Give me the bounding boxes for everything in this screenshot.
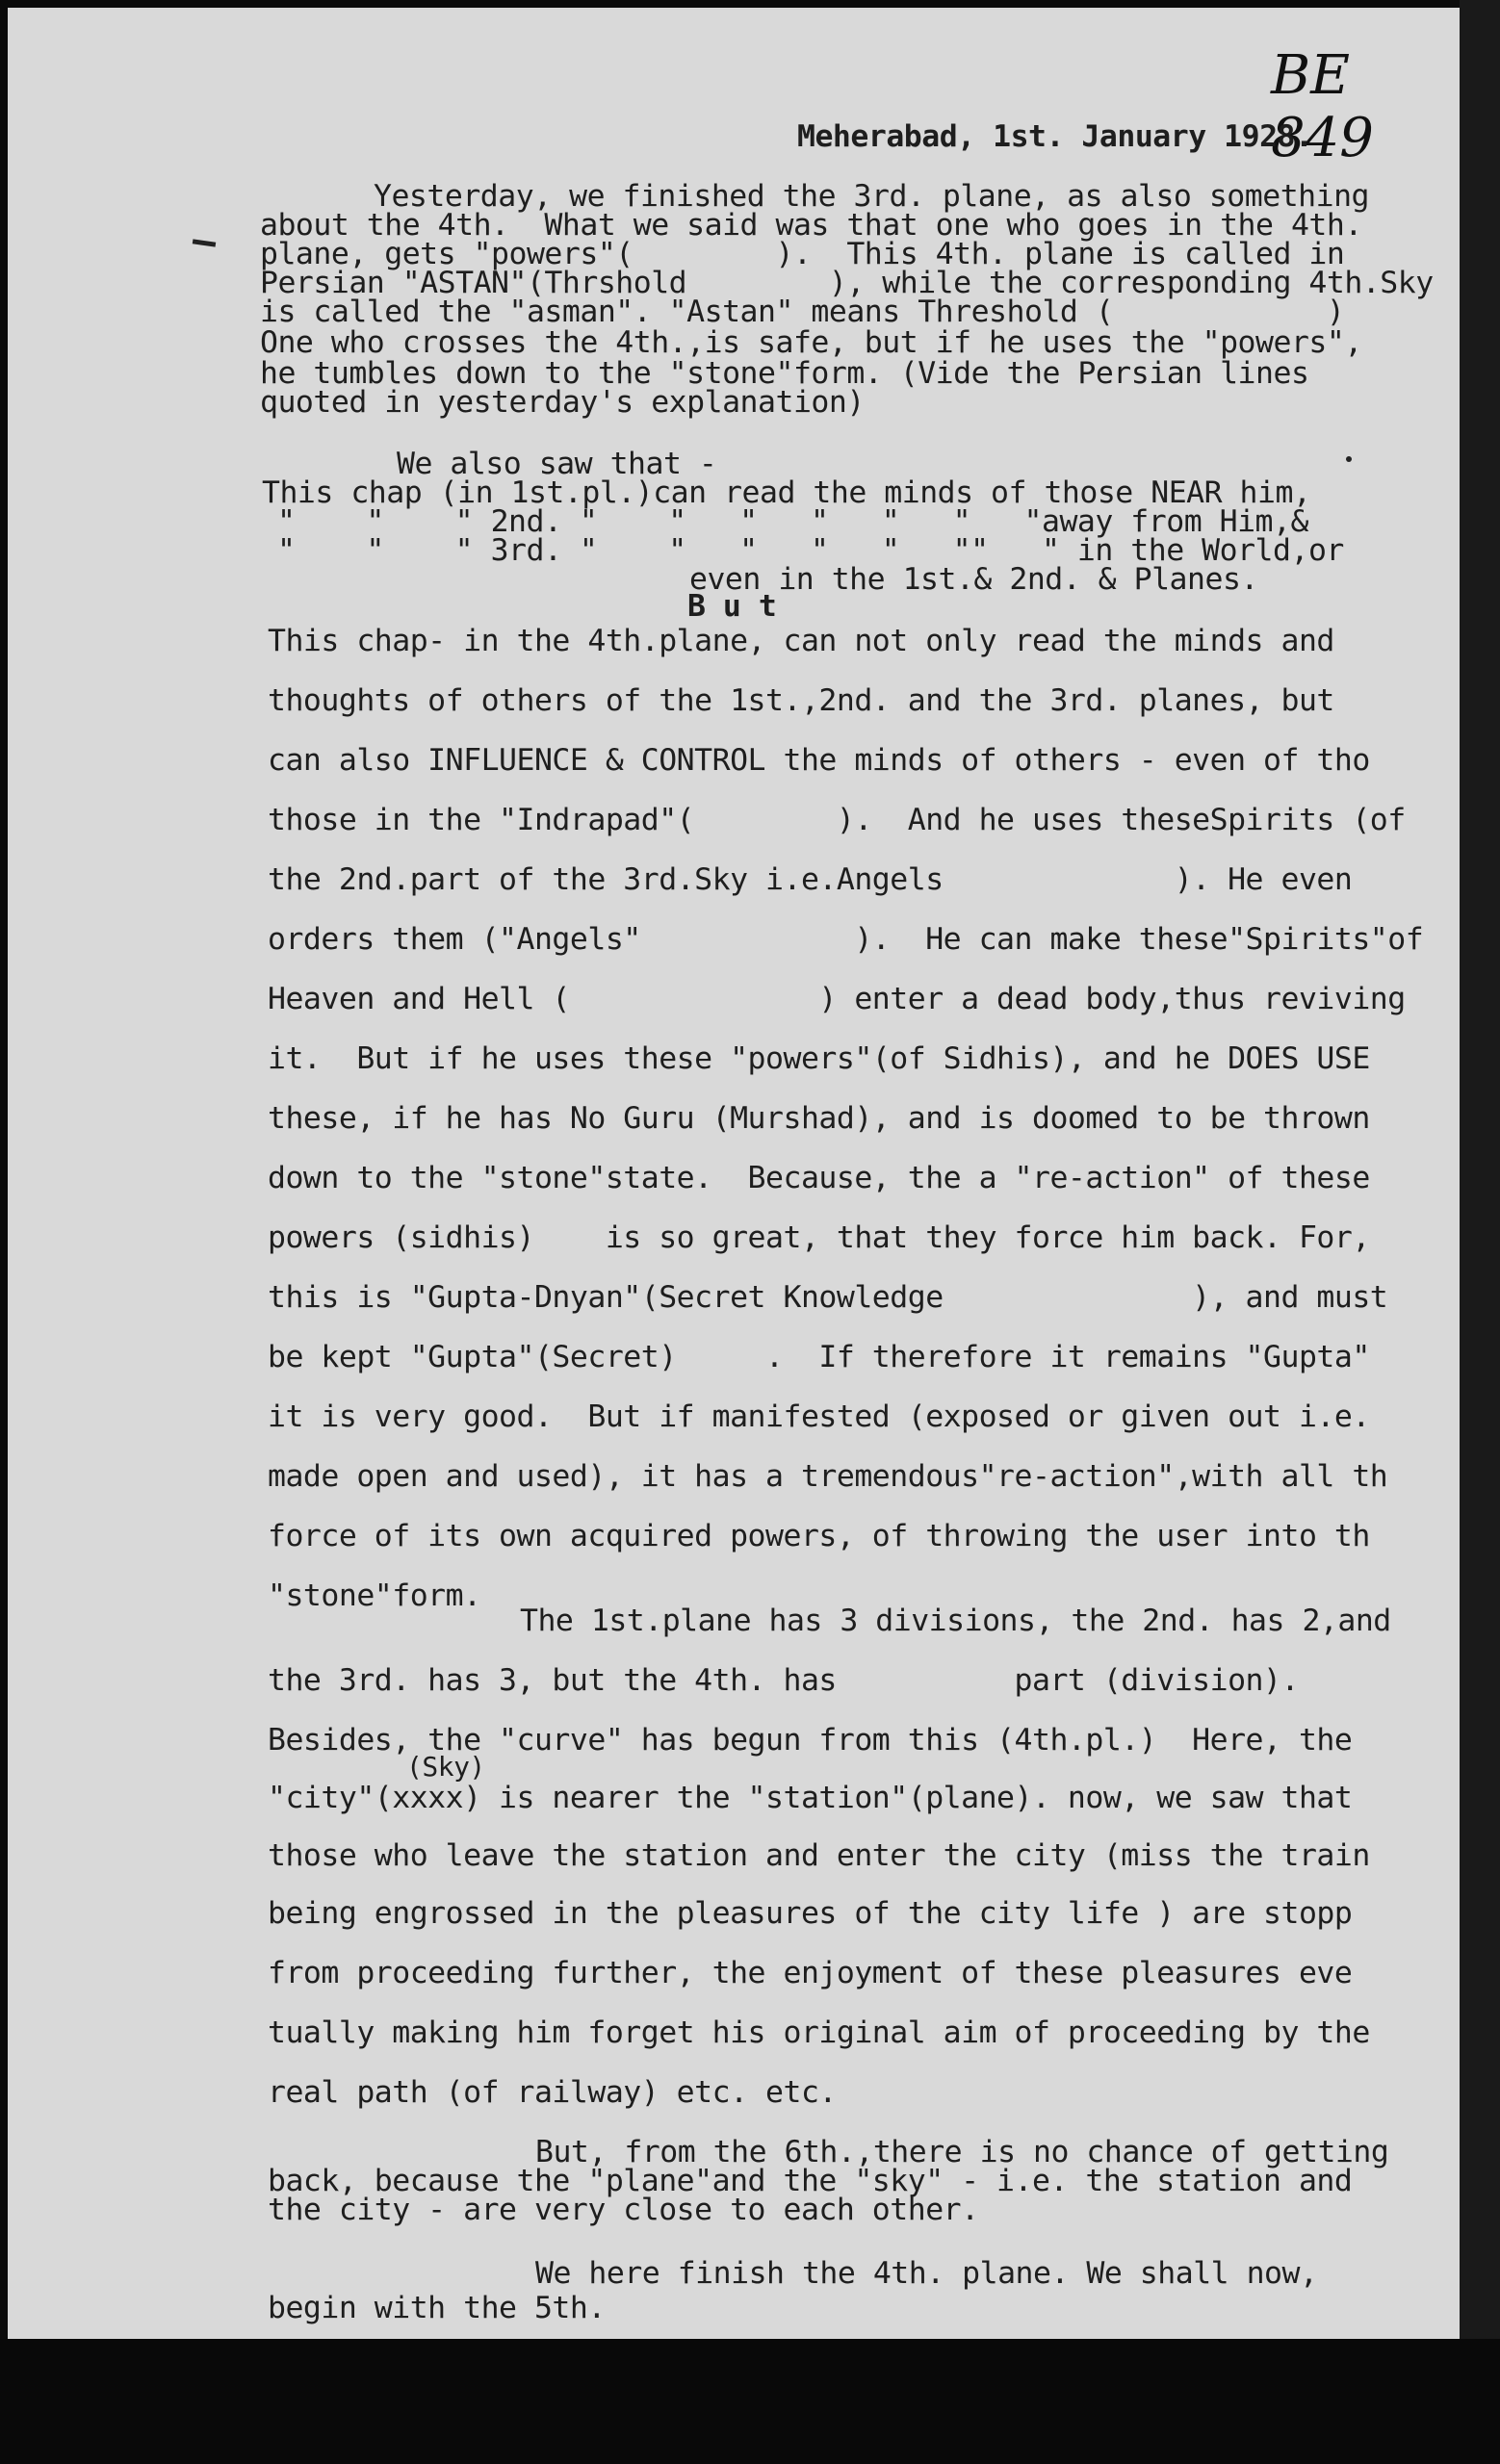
text-line: powers (sidhis) is so great, that they force him back. For, bbox=[268, 1220, 1370, 1255]
text-line: this is "Gupta-Dnyan"(Secret Knowledge ), and must bbox=[268, 1280, 1388, 1315]
text-line: Persian "ASTAN"(Thrshold ), while the corresponding 4th.Sky bbox=[260, 266, 1434, 300]
text-line: The 1st.plane has 3 divisions, the 2nd. has 2,and bbox=[520, 1604, 1391, 1638]
text-line: those in the "Indrapad"( ). And he uses theseSpirits (of bbox=[268, 803, 1406, 837]
text-line: This chap (in 1st.pl.)can read the minds of those NEAR him, bbox=[262, 475, 1311, 510]
text-line: We also saw that - bbox=[397, 447, 717, 481]
text-line: " " " 2nd. " " " " " " "away from Him,& bbox=[277, 504, 1308, 539]
text-line: thoughts of others of the 1st.,2nd. and the 3rd. planes, but bbox=[268, 683, 1334, 718]
text-line: Yesterday, we finished the 3rd. plane, as also something bbox=[374, 179, 1370, 214]
text-line: This chap- in the 4th.plane, can not only read the minds and bbox=[268, 624, 1334, 658]
margin-mark bbox=[193, 239, 216, 246]
text-line: orders them ("Angels" ). He can make these"Spirits"of bbox=[268, 922, 1424, 957]
text-line: made open and used), it has a tremendous"re-action",with all th bbox=[268, 1459, 1388, 1494]
text-line: We here finish the 4th. plane. We shall now, bbox=[535, 2256, 1318, 2291]
handwritten-insert: (Sky) bbox=[406, 1751, 485, 1783]
text-line: B u t bbox=[687, 589, 777, 624]
text-line: tually making him forget his original aim of proceeding by the bbox=[268, 2015, 1370, 2050]
text-line: real path (of railway) etc. etc. bbox=[268, 2075, 837, 2110]
text-line: begin with the 5th. bbox=[268, 2291, 606, 2325]
text-line: is called the "asman". "Astan" means Threshold ( ) bbox=[260, 295, 1345, 329]
file-reference-handwritten: BE 849 bbox=[1271, 44, 1374, 169]
text-line: back, because the "plane"and the "sky" - i.e. the station and bbox=[268, 2164, 1353, 2198]
text-line: the 3rd. has 3, but the 4th. has part (division). bbox=[268, 1663, 1299, 1698]
place-date-heading: Meherabad, 1st. January 1928. bbox=[797, 119, 1313, 154]
text-line: But, from the 6th.,there is no chance of getting bbox=[535, 2135, 1389, 2169]
text-line: Heaven and Hell ( ) enter a dead body,thus reviving bbox=[268, 982, 1406, 1016]
text-line: quoted in yesterday's explanation) bbox=[260, 385, 865, 420]
text-line: the 2nd.part of the 3rd.Sky i.e.Angels ). He even bbox=[268, 862, 1353, 897]
text-line: it. But if he uses these "powers"(of Sidhis), and he DOES USE bbox=[268, 1041, 1370, 1076]
stray-dot bbox=[1346, 456, 1352, 462]
text-line: can also INFLUENCE & CONTROL the minds of others - even of tho bbox=[268, 743, 1370, 778]
text-line: force of its own acquired powers, of throwing the user into th bbox=[268, 1519, 1370, 1553]
text-line: "city"(xxxx) is nearer the "station"(plane). now, we saw that bbox=[268, 1781, 1353, 1815]
scan-edge-right bbox=[1460, 0, 1500, 2339]
document-page bbox=[8, 8, 1460, 2339]
text-line: these, if he has No Guru (Murshad), and is doomed to be thrown bbox=[268, 1101, 1370, 1136]
text-line: even in the 1st.& 2nd. & Planes. bbox=[689, 562, 1258, 597]
text-line: plane, gets "powers"( ). This 4th. plane is called in bbox=[260, 237, 1345, 271]
scan-edge-bottom bbox=[0, 2339, 1500, 2464]
text-line: those who leave the station and enter the city (miss the train bbox=[268, 1838, 1370, 1873]
text-line: Besides, the "curve" has begun from this (4th.pl.) Here, the bbox=[268, 1723, 1353, 1758]
text-line: One who crosses the 4th.,is safe, but if he uses the "powers", bbox=[260, 325, 1362, 360]
text-line: the city - are very close to each other. bbox=[268, 2193, 979, 2227]
text-line: it is very good. But if manifested (exposed or given out i.e. bbox=[268, 1399, 1370, 1434]
text-line: he tumbles down to the "stone"form. (Vide the Persian lines bbox=[260, 356, 1309, 391]
text-line: about the 4th. What we said was that one who goes in the 4th. bbox=[260, 208, 1362, 243]
text-line: "stone"form. bbox=[268, 1578, 481, 1613]
text-line: " " " 3rd. " " " " " "" " in the World,or bbox=[277, 533, 1344, 568]
text-line: be kept "Gupta"(Secret) . If therefore it remains "Gupta" bbox=[268, 1340, 1370, 1374]
text-line: being engrossed in the pleasures of the city life ) are stopp bbox=[268, 1896, 1353, 1931]
text-line: from proceeding further, the enjoyment of these pleasures eve bbox=[268, 1956, 1353, 1990]
text-line: down to the "stone"state. Because, the a "re-action" of these bbox=[268, 1161, 1370, 1195]
